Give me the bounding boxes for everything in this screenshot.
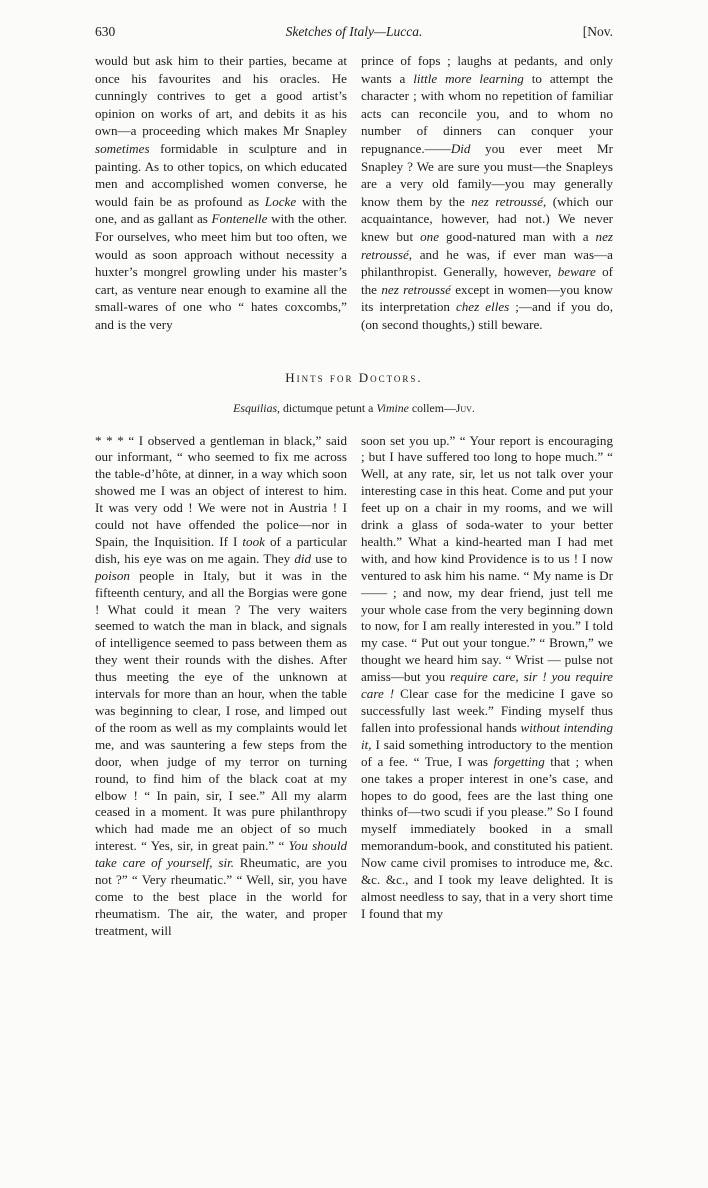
issue-label: [Nov.	[582, 24, 613, 39]
page-content	[95, 0, 613, 940]
section-heading: Hints for Doctors.	[285, 369, 423, 385]
body-right-column: soon set you up.” “ Your report is encouraging ; but I have suffered too long to hope much.” “ Well, at any rate, sir, let us not talk over your interesting case in this heat. Come and put your feet up on a chair in my rooms, and we will drink a glass of soda-water to your better health.” What a kind-hearted man I had met with, and how kind Providence is to us ! I now ventured to ask him his name. “ My name is Dr —— ; and now, my dear friend, just tell me your whole case from the very beginning down to now, for I am really interested in you.” I told my case. “ Put out your tongue.” “ Brown,” we thought we heard him say. “ Wrist — pulse not amiss—but you require care, sir ! you require care ! Clear case for the medicine I gave so successfully last week.” Finding myself thus fallen into professional hands without intending it, I said something introductory to the mention of a fee. “ True, I was forgetting that ; when one takes a proper interest in one’s case, and hopes to do good, fees are the last thing one thinks of—two scudi if you please.” So I found myself immediately booked in a small memorandum-book, and constituted his patient. Now came civil promises to introduce me, &c. &c. &c., and I took my leave delighted. It is almost needless to say, that in a very short time I found that my	[361, 432, 613, 921]
body-columns	[95, 433, 613, 940]
epigraph: Esquilias, dictumque petunt a Vimine collem—Juv.	[233, 400, 475, 415]
top-article-columns	[95, 52, 613, 334]
body-left-column: * * * “ I observed a gentleman in black,” said our informant, “ who seemed to fix me across the table-d’hôte, at dinner, in a way which soon showed me I was an object of interest to him. It was very odd ! We were not in Austria ! I could not have offended the police—nor in Spain, the Inquisition. If I took of a particular dish, his eye was on me again. They did use to poison people in Italy, but it was in the fifteenth century, and all the Borgias were gone ! What could it mean ? The very waiters seemed to watch the man in black, and signals of intelligence seemed to pass between them as they went their rounds with the dishes. After thus meeting the eye of the unknown at intervals for more than an hour, when the table was beginning to clear, I rose, and limped out of the room as well as my complaints would let me, and was sauntering a few steps from the door, when judge of my terror on turning round, to find him of the black coat at my elbow ! “ In pain, sir, I see.” All my alarm ceased in a moment. It was pure philanthropy which had made me an object of so much interest. “ Yes, sir, in great pain.” “ You should take care of yourself, sir. Rheumatic, are you not ?” “ Very rheumatic.” “ Well, sir, you have come to the best place in the world for rheumatism. The air, the water, and proper treatment, will	[95, 432, 347, 938]
running-title: Sketches of Italy—Lucca.	[285, 24, 423, 39]
page-header	[95, 24, 613, 40]
page-number: 630	[95, 24, 116, 39]
top-left-column: would but ask him to their parties, became at once his favourites and his oracles. He cunningly contrives to get a good artist’s opinion on works of art, and debits it as his own—a proceeding which makes Mr Snapley sometimes formidable in sculpture and in painting. As to other topics, on which educated men and accomplished women converse, he would fain be as profound as Locke with the one, and as gallant as Fontenelle with the other. For ourselves, who meet him but too often, we would as soon approach without necessity a huxter’s mongrel growling under his master’s cart, as venture near enough to examine all the small-wares of one who “ hates coxcombs,” and is the very	[95, 53, 347, 332]
top-right-column: prince of fops ; laughs at pedants, and only wants a little more learning to attempt the character ; with whom no repetition of familiar acts can reconcile you, and to whom no number of dinners can conquer your repugnance.——Did you ever meet Mr Snapley ? We are sure you must—the Snapleys are a very old family—you may generally know them by the nez retroussé, (which our acquaintance, however, had not.) We never knew but one good-natured man with a nez retroussé, and he was, if ever man was—a philanthropist. Generally, however, beware of the nez retroussé except in women—you know its interpretation chez elles ;—and if you do, (on second thoughts,) still beware.	[361, 53, 614, 332]
